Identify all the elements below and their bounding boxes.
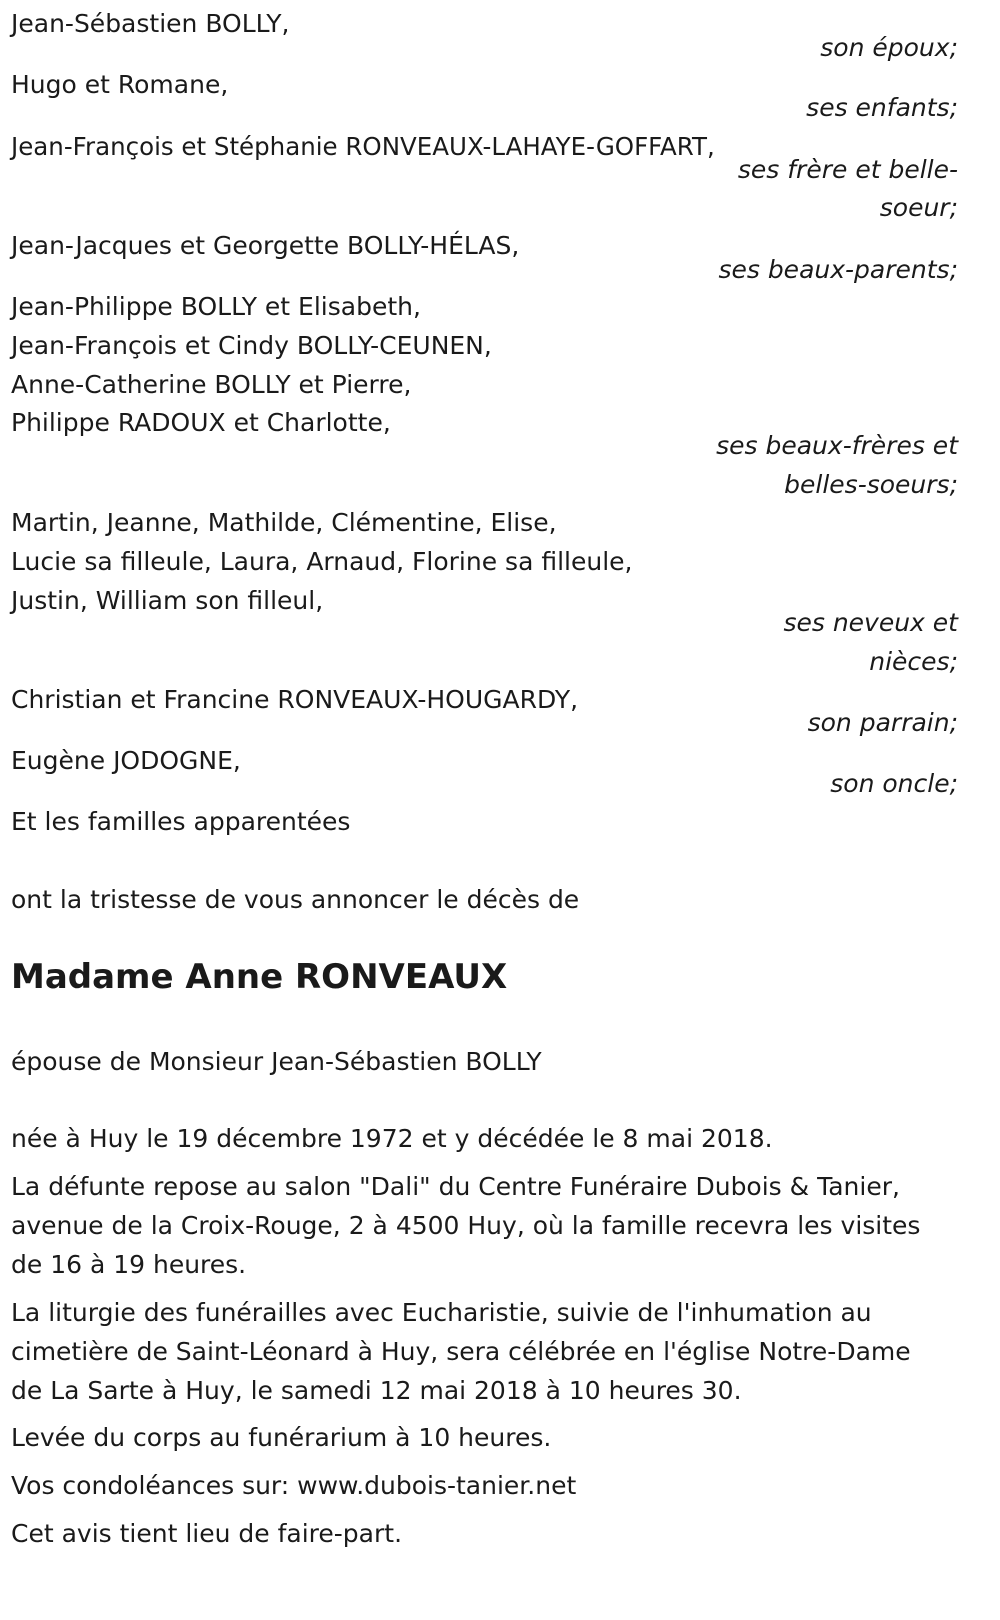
liturgy-line: de La Sarte à Huy, le samedi 12 mai 2018 à 10 heures 30.	[11, 1376, 742, 1405]
spouse-line: épouse de Monsieur Jean-Sébastien BOLLY	[11, 1047, 542, 1076]
levee-line: Levée du corps au funérarium à 10 heures.	[11, 1423, 552, 1452]
husband-role: son époux;	[820, 33, 958, 62]
closing-line: Cet avis tient lieu de faire-part.	[11, 1519, 403, 1548]
uncle-role: son oncle;	[830, 769, 958, 798]
in-laws-role-line1: ses beaux-frères et	[716, 431, 958, 460]
nephew-line: Justin, William son filleul,	[11, 586, 324, 615]
uncle-name: Eugène JODOGNE,	[11, 746, 241, 775]
nephews-role-line2: nièces;	[869, 647, 958, 676]
rest-line: La défunte repose au salon "Dali" du Centre Funéraire Dubois & Tanier,	[11, 1172, 900, 1201]
brother-role-line1: ses frère et belle-	[737, 155, 958, 184]
rest-line: de 16 à 19 heures.	[11, 1250, 247, 1279]
related-families: Et les familles apparentées	[11, 807, 351, 836]
in-law-line: Philippe RADOUX et Charlotte,	[11, 408, 391, 437]
brother-role-line2: soeur;	[879, 193, 958, 222]
parents-in-law-role: ses beaux-parents;	[718, 255, 958, 284]
in-law-line: Jean-François et Cindy BOLLY-CEUNEN,	[11, 331, 492, 360]
birth-death-line: née à Huy le 19 décembre 1972 et y décédée le 8 mai 2018.	[11, 1124, 773, 1153]
brother-names: Jean-François et Stéphanie RONVEAUX-LAHAYE-GOFFART,	[11, 132, 715, 161]
parents-in-law-names: Jean-Jacques et Georgette BOLLY-HÉLAS,	[11, 231, 520, 260]
liturgy-line: cimetière de Saint-Léonard à Huy, sera célébrée en l'église Notre-Dame	[11, 1337, 911, 1366]
nephew-line: Lucie sa filleule, Laura, Arnaud, Florine sa filleule,	[11, 547, 633, 576]
deceased-name: Madame Anne RONVEAUX	[11, 957, 508, 997]
in-law-line: Anne-Catherine BOLLY et Pierre,	[11, 370, 412, 399]
in-law-line: Jean-Philippe BOLLY et Elisabeth,	[11, 292, 421, 321]
condolences-line: Vos condoléances sur: www.dubois-tanier.net	[11, 1471, 577, 1500]
in-laws-role-line2: belles-soeurs;	[784, 470, 958, 499]
nephews-role-line1: ses neveux et	[783, 608, 958, 637]
liturgy-line: La liturgie des funérailles avec Eucharistie, suivie de l'inhumation au	[11, 1298, 872, 1327]
husband-name: Jean-Sébastien BOLLY,	[11, 9, 290, 38]
announcement-intro: ont la tristesse de vous annoncer le décès de	[11, 885, 580, 914]
rest-line: avenue de la Croix-Rouge, 2 à 4500 Huy, où la famille recevra les visites	[11, 1211, 921, 1240]
nephew-line: Martin, Jeanne, Mathilde, Clémentine, Elise,	[11, 508, 557, 537]
godfather-names: Christian et Francine RONVEAUX-HOUGARDY,	[11, 685, 579, 714]
children-names: Hugo et Romane,	[11, 70, 229, 99]
children-role: ses enfants;	[806, 93, 958, 122]
godfather-role: son parrain;	[807, 708, 958, 737]
